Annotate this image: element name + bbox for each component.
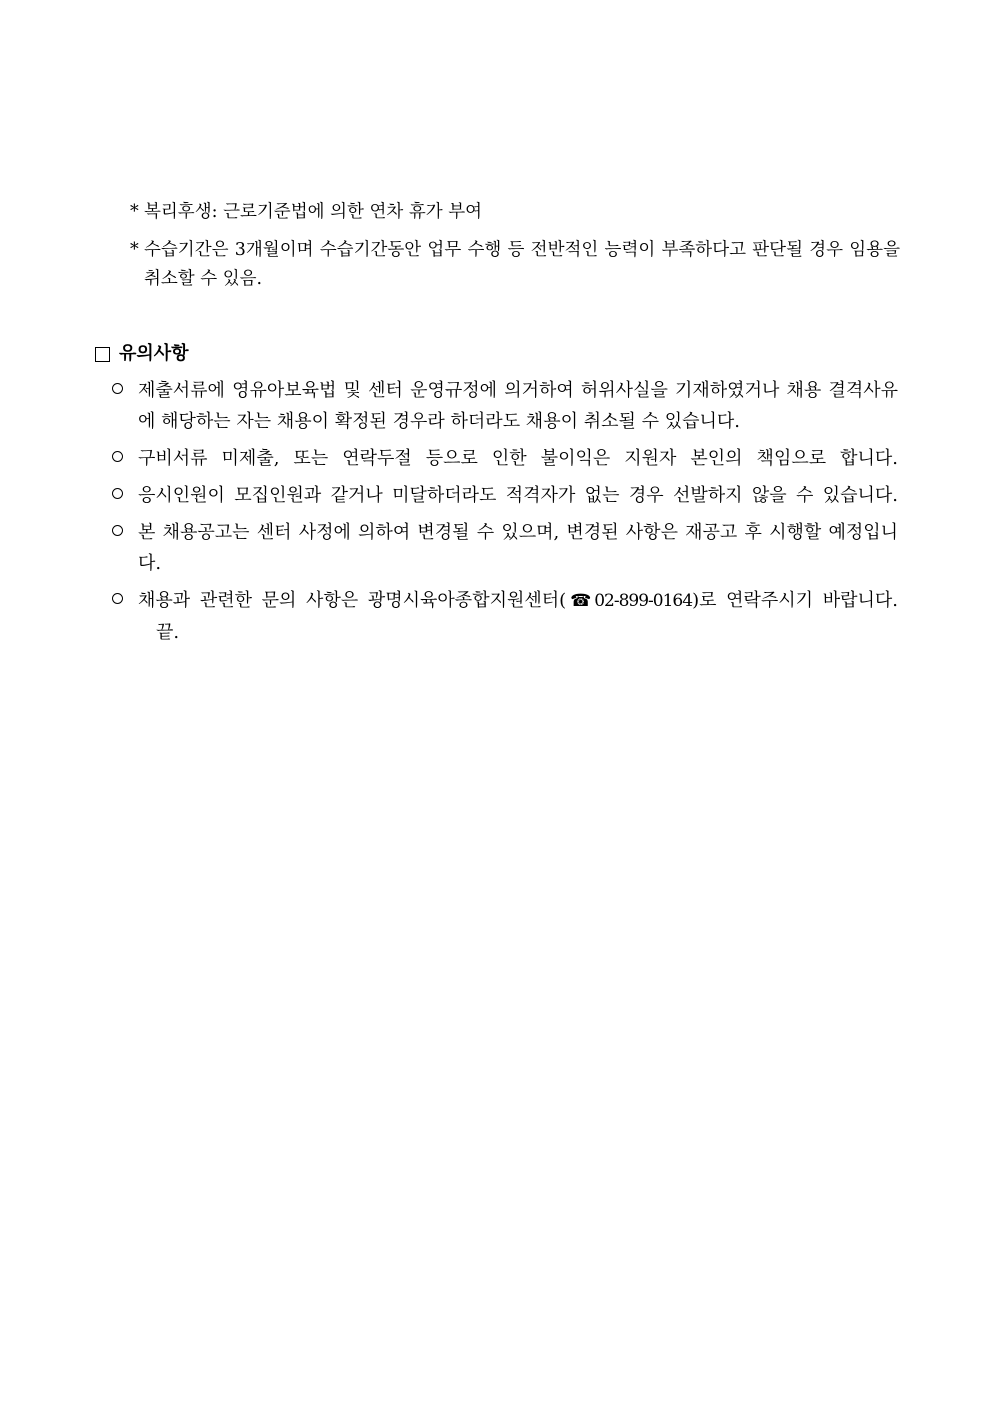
section-heading bbox=[95, 340, 189, 368]
circle-bullet-icon bbox=[112, 517, 138, 579]
checkbox-icon bbox=[95, 347, 110, 362]
circle-bullet-icon bbox=[112, 585, 138, 648]
list-item bbox=[112, 585, 898, 648]
asterisk-mark: * bbox=[130, 202, 139, 222]
note-welfare bbox=[130, 198, 900, 227]
list-item bbox=[112, 517, 898, 579]
list-item bbox=[112, 443, 898, 474]
note-text: 수습기간은 3개월이며 수습기간동안 업무 수행 등 전반적인 능력이 부족하다고 판단될 경우 임용을 취소할 수 있음. bbox=[144, 240, 900, 289]
phone-number: 02-899-0164 bbox=[594, 591, 693, 611]
contact-text-before: 채용과 관련한 문의 사항은 광명시육아종합지원센터( bbox=[138, 590, 567, 611]
note-text: 복리후생: 근로기준법에 의한 연차 휴가 부여 bbox=[144, 202, 482, 222]
note-probation bbox=[130, 236, 900, 294]
phone-icon: ☎ bbox=[566, 591, 595, 611]
list-item-text: 구비서류 미제출, 또는 연락두절 등으로 인한 불이익은 지원자 본인의 책임으로 합니다. bbox=[138, 448, 898, 469]
section-title-text: 유의사항 bbox=[119, 343, 189, 364]
list-item-text: 제출서류에 영유아보육법 및 센터 운영규정에 의거하여 허위사실을 기재하였거나 채용 결격사유에 해당하는 자는 채용이 확정된 경우라 하더라도 채용이 취소될 수 있습니다. bbox=[138, 380, 898, 432]
list-item-text: 본 채용공고는 센터 사정에 의하여 변경될 수 있으며, 변경된 사항은 재공고 후 시행할 예정입니다. bbox=[138, 522, 898, 574]
end-mark: 끝. bbox=[156, 622, 180, 643]
list-item-text: 응시인원이 모집인원과 같거나 미달하더라도 적격자가 없는 경우 선발하지 않을 수 있습니다. bbox=[138, 485, 898, 506]
list-item bbox=[112, 375, 898, 437]
asterisk-mark: * bbox=[130, 240, 139, 260]
circle-bullet-icon bbox=[112, 480, 138, 511]
contact-text-after: )로 연락주시기 바랍니다. bbox=[692, 590, 898, 611]
circle-bullet-icon bbox=[112, 443, 138, 474]
contact-item-text bbox=[138, 585, 898, 648]
circle-bullet-icon bbox=[112, 375, 138, 437]
list-item bbox=[112, 480, 898, 511]
